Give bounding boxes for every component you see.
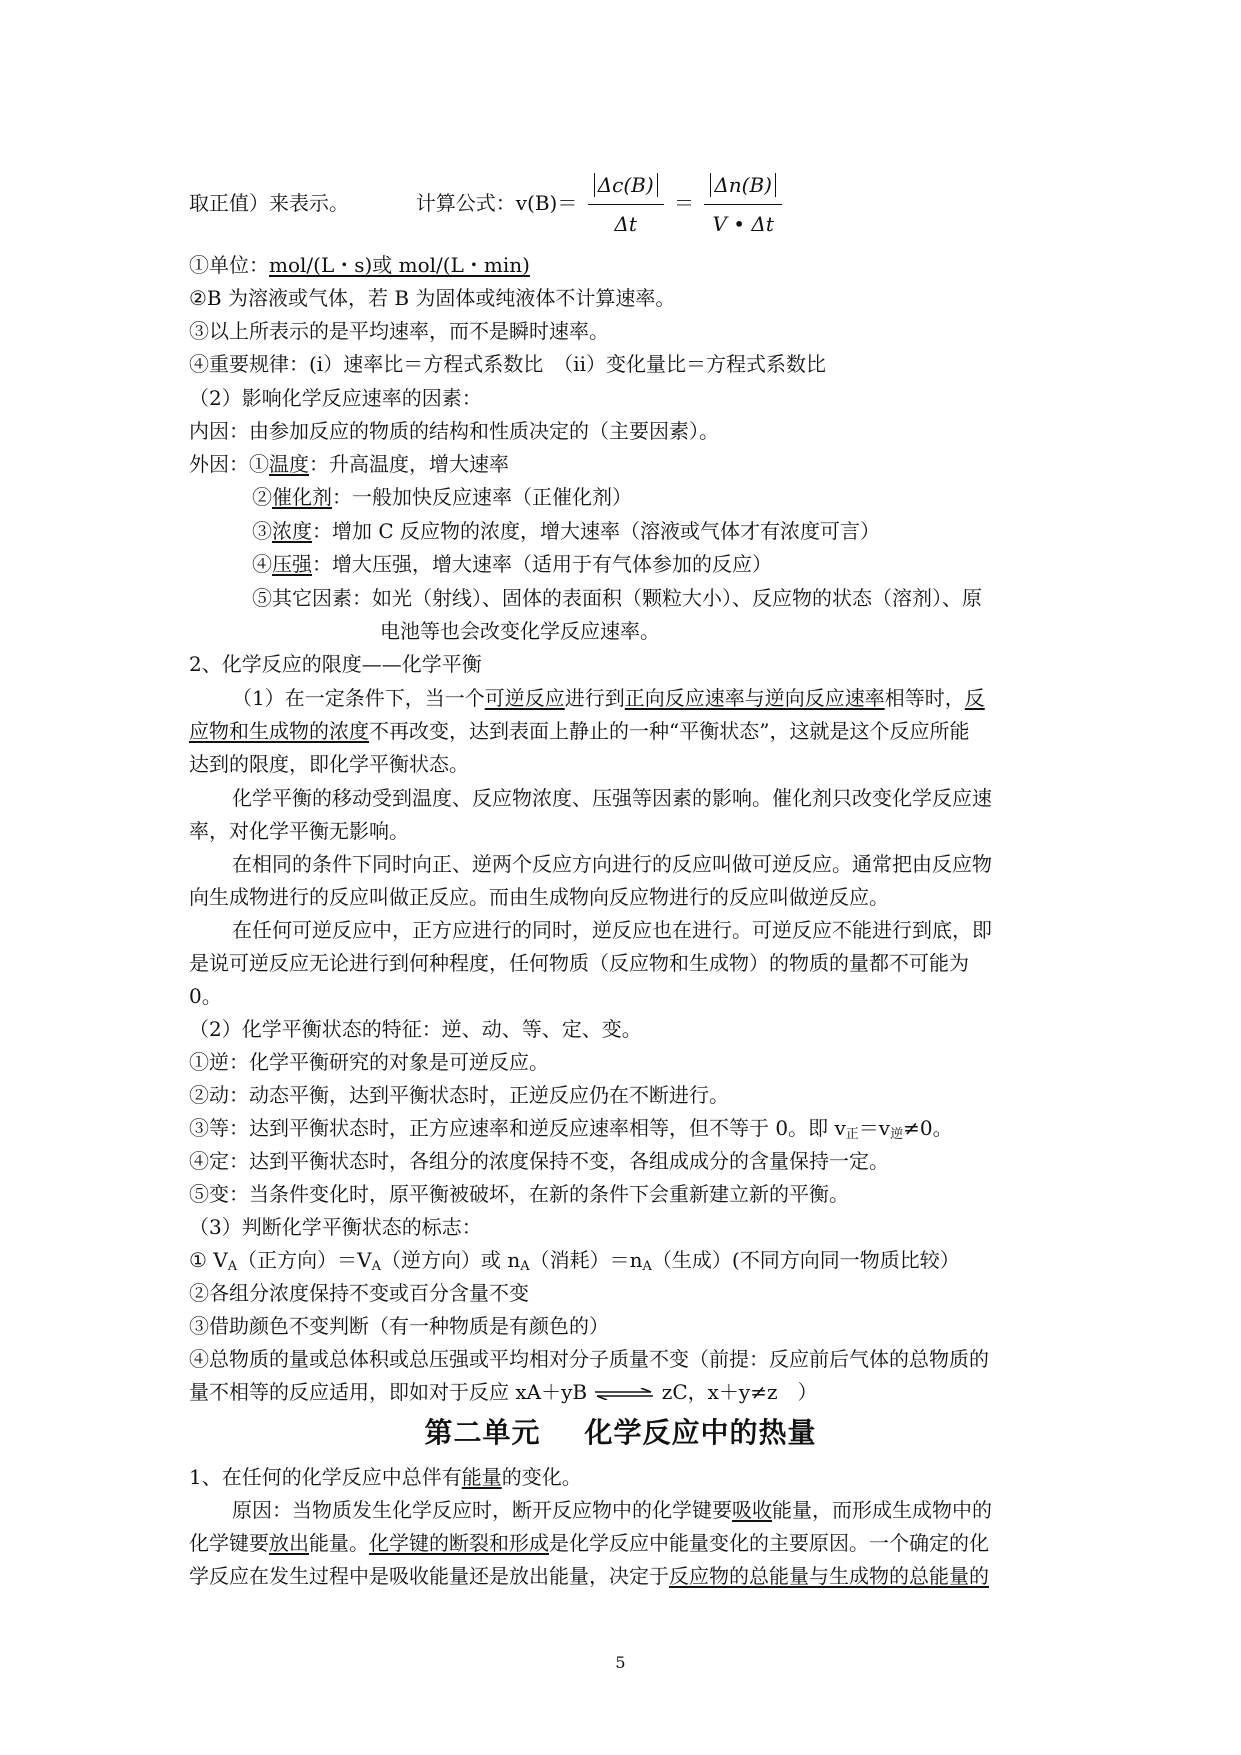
fraction-1-numerator: Δc(B) xyxy=(594,173,658,197)
unit-prefix: ①单位： xyxy=(189,253,269,277)
rule-line: ④重要规律：(i）速率比＝方程式系数比 （ii）变化量比＝方程式系数比 xyxy=(189,352,826,376)
section-heading xyxy=(0,1413,1241,1453)
concentration-rest: ：增加 C 反应物的浓度，增大速率（溶液或气体才有浓度可言） xyxy=(312,519,881,543)
judge-title: （3）判断化学平衡状态的标志： xyxy=(189,1215,482,1239)
judge-item-3: ③借助颜色不变判断（有一种物质是有颜色的） xyxy=(189,1314,609,1338)
other-factors-line-2: 电池等也会改变化学反应速率。 xyxy=(380,619,660,643)
e1-text-a: 1、在任何的化学反应中总伴有 xyxy=(189,1465,462,1489)
equilibrium-shift-line-2: 率，对化学平衡无影响。 xyxy=(189,819,409,843)
formula-fraction-1 xyxy=(588,170,664,239)
equilibrium-definition-line-3: 达到的限度，即化学平衡状态。 xyxy=(189,752,469,776)
deng-sub-reverse: 逆 xyxy=(890,1127,904,1142)
other-factors-line-1: ⑤其它因素：如光（射线）、固体的表面积（颗粒大小）、反应物的状态（溶剂）、原 xyxy=(252,586,982,610)
j1-text-d: （消耗）＝n xyxy=(529,1248,643,1272)
equilibrium-shift-line-1: 化学平衡的移动受到温度、反应物浓度、压强等因素的影响。催化剂只改变化学反应速 xyxy=(232,786,992,810)
reversible-note-line-3: 0。 xyxy=(189,984,222,1008)
release-term: 放出 xyxy=(269,1531,309,1555)
fraction-2-denominator: V • Δt xyxy=(712,212,774,236)
p1-underline-fan: 反 xyxy=(964,686,985,710)
j4-text-b: zC，x＋y≠z ） xyxy=(661,1380,818,1404)
limit-section-title: 2、化学反应的限度——化学平衡 xyxy=(189,652,482,676)
concentration-line xyxy=(252,516,1122,546)
page-number: 5 xyxy=(615,1653,626,1672)
e4-text-a: 学反应在发生过程中是吸收能量还是放出能量，决定于 xyxy=(189,1564,669,1588)
absorb-term: 吸收 xyxy=(732,1498,772,1522)
average-rate-line: ③以上所表示的是平均速率，而不是瞬时速率。 xyxy=(189,319,609,343)
total-energy-term: 反应物的总能量与生成物的总能量的 xyxy=(669,1564,989,1588)
b-state-line: ②B 为溶液或气体，若 B 为固体或纯液体不计算速率。 xyxy=(189,286,676,310)
j1-sub-2: A xyxy=(371,1259,381,1274)
deng-text-a: ③等：达到平衡状态时，正方应速率和逆反应速率相等，但不等于 0。即 v xyxy=(189,1116,846,1140)
reversible-reaction-term: 可逆反应 xyxy=(484,686,565,710)
e2-text-a: 原因：当物质发生化学反应时，断开反应物中的化学键要 xyxy=(232,1498,732,1522)
p1-text-a: （1）在一定条件下，当一个 xyxy=(232,686,485,710)
features-title: （2）化学平衡状态的特征：逆、动、等、定、变。 xyxy=(189,1017,642,1041)
fraction-1-denominator: Δt xyxy=(614,212,637,236)
formula-label: 计算公式：v(B)＝ xyxy=(415,191,578,215)
concentration-underline: 应物和生成物的浓度 xyxy=(189,719,369,743)
j1-text-e: （生成）(不同方向同一物质比较） xyxy=(651,1248,960,1272)
concentration-prefix: ③ xyxy=(252,519,272,543)
reversible-def-line-2: 向生成物进行的反应叫做正反应。而由生成物向反应物进行的反应叫做逆反应。 xyxy=(189,885,889,909)
formula-prefix: 取正值）来表示。 xyxy=(189,191,349,215)
deng-text-b: ＝v xyxy=(858,1116,891,1140)
reversible-note-line-1: 在任何可逆反应中，正方应进行的同时，逆反应也在进行。可逆反应不能进行到底，即 xyxy=(232,918,992,942)
factors-title: （2）影响化学反应速率的因素： xyxy=(189,386,482,410)
judge-item-4-line-1: ④总物质的量或总体积或总压强或平均相对分子质量不变（前提：反应前后气体的总物质的 xyxy=(189,1347,989,1371)
fraction-2-numerator: Δn(B) xyxy=(710,173,776,197)
external-temperature-line xyxy=(189,449,1059,479)
j1-text-b: （正方向）＝V xyxy=(237,1248,372,1272)
e3-text-a: 化学键要 xyxy=(189,1531,269,1555)
e3-text-c: 是化学反应中能量变化的主要原因。一个确定的化 xyxy=(549,1531,989,1555)
e3-text-b: 能量。 xyxy=(309,1531,369,1555)
pressure-rest: ：增大压强，增大速率（适用于有气体参加的反应） xyxy=(312,552,772,576)
judge-item-4-line-2 xyxy=(189,1377,1059,1407)
reversible-def-line-1: 在相同的条件下同时向正、逆两个反应方向进行的反应叫做可逆反应。通常把由反应物 xyxy=(232,852,992,876)
energy-line-3 xyxy=(189,1528,1059,1558)
equilibrium-definition-line-1 xyxy=(232,683,1102,713)
feature-dong: ②动：动态平衡，达到平衡状态时，正逆反应仍在不断进行。 xyxy=(189,1083,729,1107)
catalyst-rest: ：一般加快反应速率（正催化剂） xyxy=(332,485,632,509)
e1-text-b: 的变化。 xyxy=(501,1465,582,1489)
feature-ding: ④定：达到平衡状态时，各组分的浓度保持不变，各组成成分的含量保持一定。 xyxy=(189,1149,889,1173)
deng-text-c: ≠0。 xyxy=(903,1116,953,1140)
unit-value: mol/(L・s)或 mol/(L・min) xyxy=(269,253,530,277)
j1-sub-1: A xyxy=(227,1259,238,1274)
feature-deng xyxy=(189,1113,1059,1150)
formula-equals: ＝ xyxy=(674,191,694,215)
pressure-prefix: ④ xyxy=(252,552,272,576)
judge-item-2: ②各组分浓度保持不变或百分含量不变 xyxy=(189,1281,529,1305)
equilibrium-definition-line-2 xyxy=(189,716,1059,746)
unit-line xyxy=(189,250,1059,280)
p1-text-b: 进行到 xyxy=(564,686,625,710)
j1-sub-3: A xyxy=(520,1259,530,1274)
rate-formula-line xyxy=(189,168,1059,239)
catalyst-prefix: ② xyxy=(252,485,272,509)
j1-sub-4: A xyxy=(642,1259,652,1274)
forward-reverse-rate-term: 正向反应速率与逆向反应速率 xyxy=(624,686,885,710)
feature-bian: ⑤变：当条件变化时，原平衡被破坏，在新的条件下会重新建立新的平衡。 xyxy=(189,1182,849,1206)
e2-text-b: 能量，而形成生成物中的 xyxy=(772,1498,992,1522)
unit-title: 化学反应中的热量 xyxy=(584,1416,817,1449)
formula-fraction-2 xyxy=(704,170,782,239)
energy-line-4 xyxy=(189,1561,1059,1591)
feature-ni: ①逆：化学平衡研究的对象是可逆反应。 xyxy=(189,1050,549,1074)
p1-line2-rest: 不再改变，达到表面上静止的一种“平衡状态”，这就是这个反应所能 xyxy=(369,719,970,743)
energy-line-1 xyxy=(189,1462,1059,1492)
j4-text-a: 量不相等的反应适用，即如对于反应 xA＋yB xyxy=(189,1380,588,1404)
pressure-line xyxy=(252,549,1122,579)
j1-text-a: ① V xyxy=(189,1248,228,1272)
bond-break-form-term: 化学键的断裂和形成 xyxy=(369,1531,549,1555)
temperature-term: 温度 xyxy=(269,452,309,476)
ext-prefix: 外因：① xyxy=(189,452,269,476)
judge-item-1 xyxy=(189,1245,1059,1282)
j1-text-c: （逆方向）或 n xyxy=(380,1248,521,1272)
unit-label: 第二单元 xyxy=(424,1416,541,1449)
catalyst-term: 催化剂 xyxy=(272,485,332,509)
internal-factor-line: 内因：由参加反应的物质的结构和性质决定的（主要因素）。 xyxy=(189,419,719,443)
deng-sub-forward: 正 xyxy=(845,1127,859,1142)
pressure-term: 压强 xyxy=(272,552,312,576)
temperature-rest: ：升高温度，增大速率 xyxy=(309,452,509,476)
catalyst-line xyxy=(252,482,1122,512)
reversible-note-line-2: 是说可逆反应无论进行到何种程度，任何物质（反应物和生成物）的物质的量都不可能为 xyxy=(189,951,969,975)
p1-text-c: 相等时， xyxy=(884,686,965,710)
concentration-term: 浓度 xyxy=(272,519,312,543)
energy-term: 能量 xyxy=(461,1465,502,1489)
reversible-arrow-icon xyxy=(593,1388,655,1400)
energy-line-2 xyxy=(232,1495,1102,1525)
